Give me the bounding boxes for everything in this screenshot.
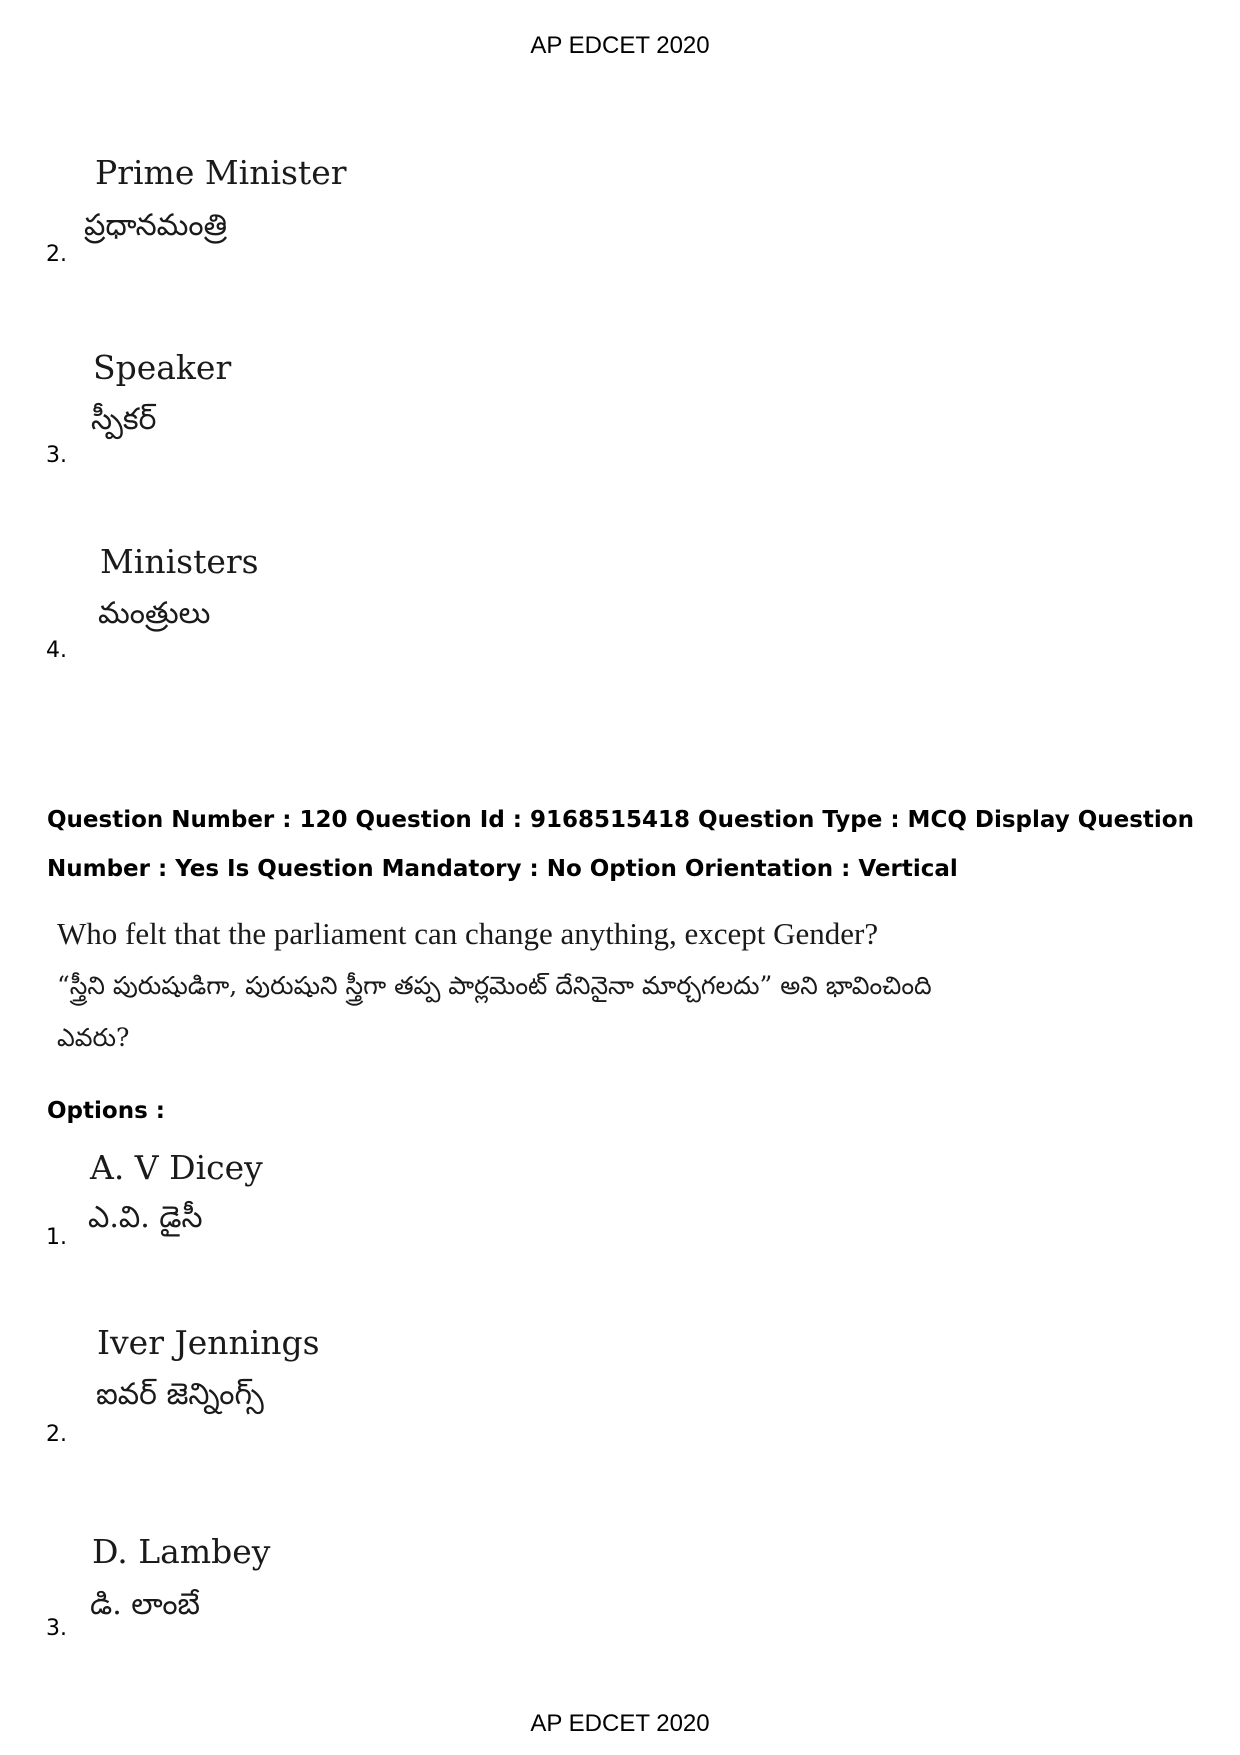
question-meta <box>47 796 1197 894</box>
question-text-telugu-line-2: ఎవరు? <box>57 1023 130 1052</box>
option-number: 4. <box>46 638 67 663</box>
option-telugu-text: ఎ.వి. డైసీ <box>88 1200 203 1235</box>
option-telugu-text: ప్రధానమంత్రి <box>84 208 228 243</box>
option-english-text: Speaker <box>93 348 232 387</box>
question-text-telugu-line-1: “స్త్రీని పురుషుడిగా, పురుషుని స్త్రీగా తప్ప పార్లమెంట్ దేనినైనా మార్చగలదు” అని భావించింది <box>57 971 932 1000</box>
option-english-text: Iver Jennings <box>97 1323 320 1362</box>
option-english-text: A. V Dicey <box>90 1148 263 1187</box>
option-telugu-text: స్పీకర్ <box>91 402 157 437</box>
option-number: 3. <box>46 443 67 468</box>
page-header: AP EDCET 2020 <box>530 32 710 59</box>
option-telugu-text: డి. లాంబే <box>90 1587 201 1622</box>
options-label: Options : <box>47 1098 165 1124</box>
question-text-english: Who felt that the parliament can change anything, except Gender? <box>57 916 879 951</box>
option-number: 2. <box>46 242 67 267</box>
option-english-text: D. Lambey <box>92 1532 271 1571</box>
option-number: 3. <box>46 1616 67 1641</box>
option-number: 1. <box>46 1225 67 1250</box>
option-english-text: Ministers <box>100 542 259 581</box>
option-number: 2. <box>46 1422 67 1447</box>
option-telugu-text: మంత్రులు <box>98 596 211 631</box>
question-text <box>57 908 1157 1064</box>
question-meta-line-2: Number : Yes Is Question Mandatory : No Option Orientation : Vertical <box>47 856 958 882</box>
option-telugu-text: ఐవర్ జెన్నింగ్స్ <box>96 1377 264 1412</box>
page-footer: AP EDCET 2020 <box>530 1710 710 1737</box>
question-meta-line-1: Question Number : 120 Question Id : 9168515418 Question Type : MCQ Display Question <box>47 807 1194 833</box>
option-english-text: Prime Minister <box>95 153 347 192</box>
